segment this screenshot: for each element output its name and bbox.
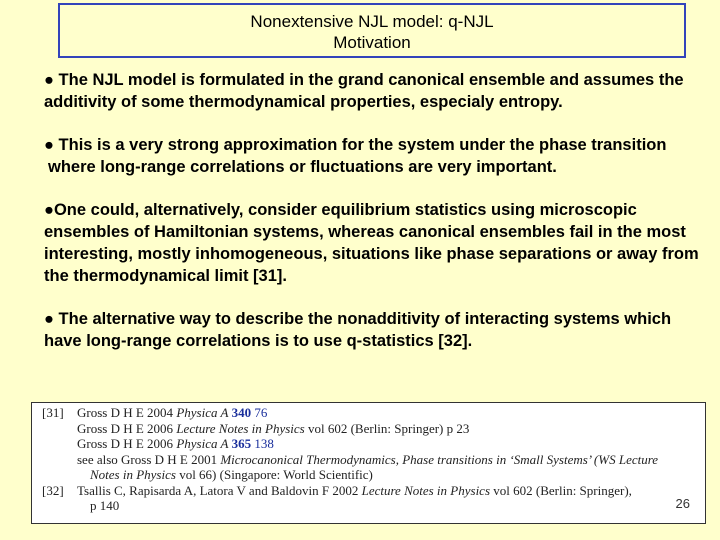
- reference-link[interactable]: 365: [231, 436, 252, 451]
- page-number: 26: [675, 496, 690, 511]
- slide-title: Nonextensive NJL model: q-NJL: [250, 12, 494, 31]
- reference-line: p 140: [90, 498, 120, 513]
- reference-line: Gross D H E 2006 Lecture Notes in Physics vol 602 (Berlin: Springer) p 23: [77, 420, 470, 436]
- bullet-item: ● The alternative way to describe the nonadditivity of interacting systems which have long-range correlations is to use q-statistics [32].: [44, 310, 672, 350]
- bullet-list: [44, 69, 704, 373]
- references-box: [31, 402, 706, 524]
- bullet-item: ●One could, alternatively, consider equilibrium statistics using microscopic ensembles of Hamiltonian systems, whereas canonical ensembles fail in the most interesting, mostly inhomogeneous, situations like phase separations or away from the thermodynamical limit [31].: [44, 201, 699, 285]
- bullet-item: ● This is a very strong approximation for the system under the phase transition where long-range correlations or fluctuations are very important.: [44, 136, 667, 176]
- reference-tag: [31]: [42, 405, 64, 420]
- reference-link[interactable]: 138: [254, 436, 274, 451]
- reference-line: [31] Gross D H E 2004 Physica A 340 76: [42, 405, 268, 420]
- reference-line: Notes in Physics vol 66) (Singapore: World Scientific): [90, 467, 373, 482]
- reference-line: [32] Tsallis C, Rapisarda A, Latora V and Baldovin F 2002 Lecture Notes in Physics vol 602 (Berlin: Springer),: [42, 482, 632, 498]
- reference-line: see also Gross D H E 2001 Microcanonical Thermodynamics, Phase transitions in ‘Small Systems’ (WS Lecture: [77, 451, 659, 467]
- reference-link[interactable]: 76: [254, 405, 268, 420]
- reference-tag: [32]: [42, 482, 64, 498]
- bullet-item: ● The NJL model is formulated in the grand canonical ensemble and assumes the additivity of some thermodynamical properties, especialy entropy.: [44, 71, 684, 111]
- reference-link[interactable]: 340: [231, 405, 252, 420]
- slide-subtitle: Motivation: [333, 33, 411, 52]
- reference-line: Gross D H E 2006 Physica A 365 138: [77, 436, 274, 451]
- title-box: [58, 3, 686, 58]
